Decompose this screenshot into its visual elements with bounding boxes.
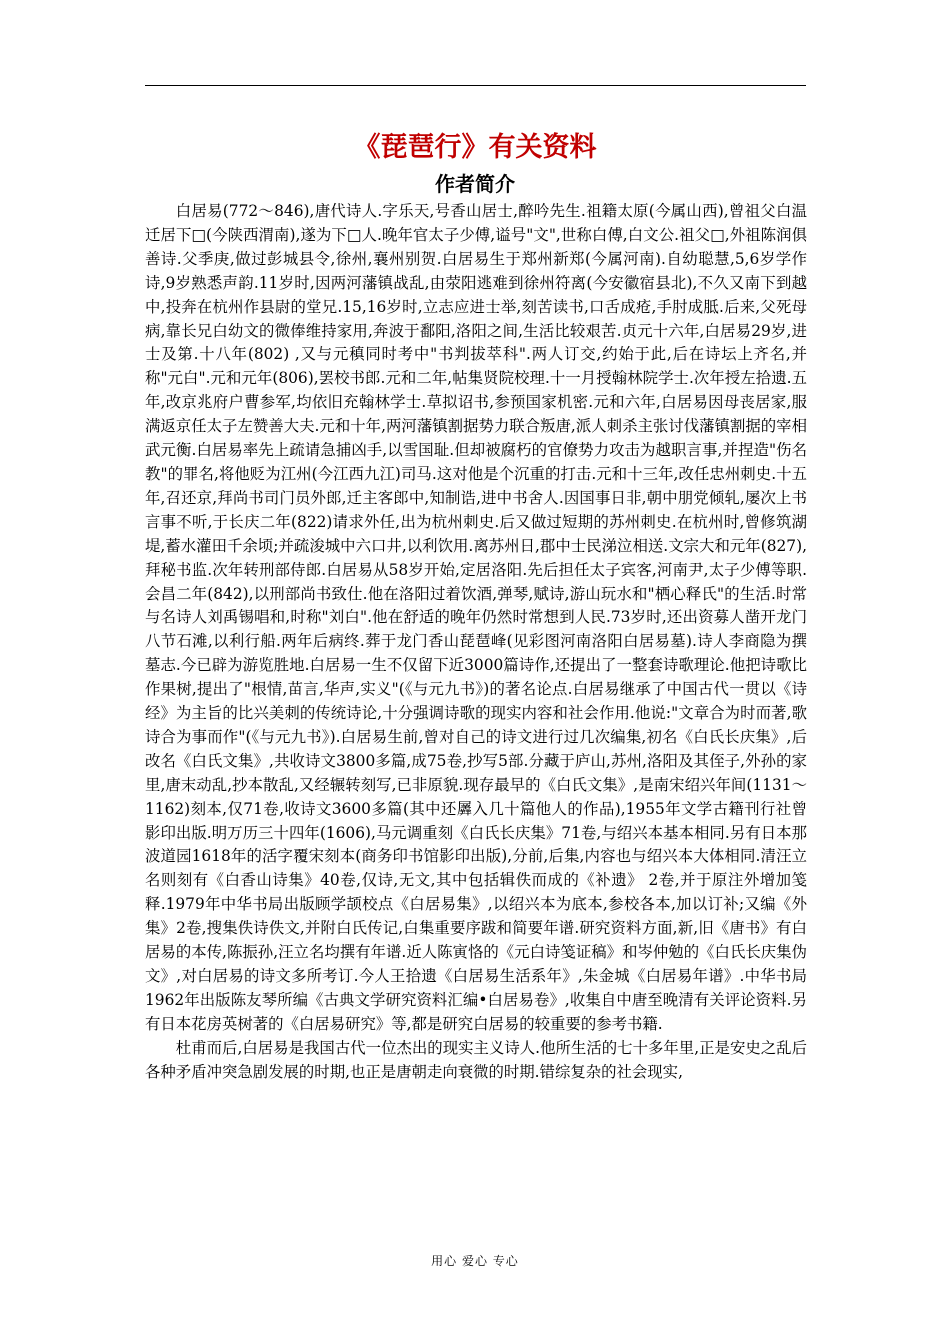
section-heading: 作者简介: [435, 172, 515, 196]
document-body: [145, 200, 807, 1085]
document-title: 《琵琶行》有关资料: [353, 132, 597, 163]
page-footer: 用心 爱心 专心: [431, 1254, 519, 1268]
body-paragraph: 杜甫而后,白居易是我国古代一位杰出的现实主义诗人.他所生活的七十多年里,正是安史之乱后各种矛盾冲突急剧发展的时期,也正是唐朝走向衰微的时期.错综复杂的社会现实,: [145, 1038, 807, 1081]
body-paragraph: 白居易(772～846),唐代诗人.字乐天,号香山居士,醉吟先生.祖籍太原(今属山西),曾祖父白温迁居下□(今陕西渭南),遂为下□人.晚年官太子少傅,谥号"文",世称白傅,白文公.祖父□,外祖陈润俱善诗.父季庚,做过彭城县令,徐州,襄州别贺.白居易生于郑州新郑(今属河南).自幼聪慧,5,6岁学作诗,9岁熟悉声韵.11岁时,因两河藩镇战乱,由荥阳逃难到徐州符离(今安徽宿县北),不久又南下到越中,投奔在杭州作县尉的堂兄.15,16岁时,立志应进士举,刻苦读书,口舌成疮,手肘成胝.后来,父死母病,靠长兄白幼文的微俸维持家用,奔波于鄱阳,洛阳之间,生活比较艰苦.贞元十六年,白居易29岁,进士及第.十八年(802) ,又与元稹同时考中"书判拔萃科".两人订交,约始于此,后在诗坛上齐名,并称"元白".元和元年(806),罢校书郎.元和二年,帖集贤院校理.十一月授翰林院学士.次年授左拾遗.五年,改京兆府户曹参军,均依旧充翰林学士.草拟诏书,参预国家机密.元和六年,白居易因母丧居家,服满返京任太子左赞善大夫.元和十年,两河藩镇割据势力联合叛唐,派人刺杀主张讨伐藩镇割据的宰相武元衡.白居易率先上疏请急捕凶手,以雪国耻.但却被腐朽的官僚势力攻击为越职言事,并捏造"伤名教"的罪名,将他贬为江州(今江西九江)司马.这对他是个沉重的打击.元和十三年,改任忠州刺史.十五年,召还京,拜尚书司门员外郎,迁主客郎中,知制诰,进中书舍人.因国事日非,朝中朋党倾轧,屡次上书言事不听,于长庆二年(822)请求外任,出为杭州刺史.后又做过短期的苏州刺史.在杭州时,曾修筑湖堤,蓄水灌田千余顷;并疏浚城中六口井,以利饮用.离苏州日,郡中士民涕泣相送.文宗大和元年(827),拜秘书监.次年转刑部侍郎.白居易从58岁开始,定居洛阳.先后担任太子宾客,河南尹,太子少傅等职.会昌二年(842),以刑部尚书致仕.他在洛阳过着饮酒,弹琴,赋诗,游山玩水和"栖心释氏"的生活.时常与名诗人刘禹锡唱和,时称"刘白".他在舒适的晚年仍然时常想到人民.73岁时,还出资募人凿开龙门八节石滩,以利行船.两年后病终.葬于龙门香山琵琶峰(见彩图河南洛阳白居易墓).诗人李商隐为撰墓志.今已辟为游览胜地.白居易一生不仅留下近3000篇诗作,还提出了一整套诗歌理论.他把诗歌比作果树,提出了"根情,苗言,华声,实义"(《与元九书》)的著名论点.白居易继承了中国古代一贯以《诗经》为主旨的比兴美刺的传统诗论,十分强调诗歌的现实内容和社会作用.他说:"文章合为时而著,歌诗合为事而作"(《与元九书》).白居易生前,曾对自己的诗文进行过几次编集,初名《白氏长庆集》,后改名《白氏文集》,共收诗文3800多篇,成75卷,抄写5部.分藏于庐山,苏州,洛阳及其侄子,外孙的家里,唐末动乱,抄本散乱,又经辗转刻写,已非原貌.现存最早的《白氏文集》,是南宋绍兴年间(1131～1162)刻本,仅71卷,收诗文3600多篇(其中还羼入几十篇他人的作品),1955年文学古籍刊行社曾影印出版.明万历三十四年(1606),马元调重刻《白氏长庆集》71卷,与绍兴本基本相同.另有日本那波道园1618年的活字覆宋刻本(商务印书馆影印出版),分前,后集,内容也与绍兴本大体相同.清汪立名则刻有《白香山诗集》40卷,仅诗,无文,其中包括辑佚而成的《补遗》 2卷,并于原注外增加笺释.1979年中华书局出版顾学颉校点《白居易集》,以绍兴本为底本,参校各本,加以订补;又编《外集》2卷,搜集佚诗佚文,并附白氏传记,白集重要序跋和简要年谱.研究资料方面,新,旧《唐书》有白居易的本传,陈振孙,汪立名均撰有年谱.近人陈寅恪的《元白诗笺证稿》和岑仲勉的《白氏长庆集伪文》,对白居易的诗文多所考订.今人王拾遗《白居易生活系年》,朱金城《白居易年谱》.中华书局1962年出版陈友琴所编《古典文学研究资料汇编•白居易卷》,收集自中唐至晚清有关评论资料.另有日本花房英树著的《白居易研究》等,都是研究白居易的较重要的参考书籍.: [145, 202, 807, 1033]
header-rule: [145, 85, 806, 86]
